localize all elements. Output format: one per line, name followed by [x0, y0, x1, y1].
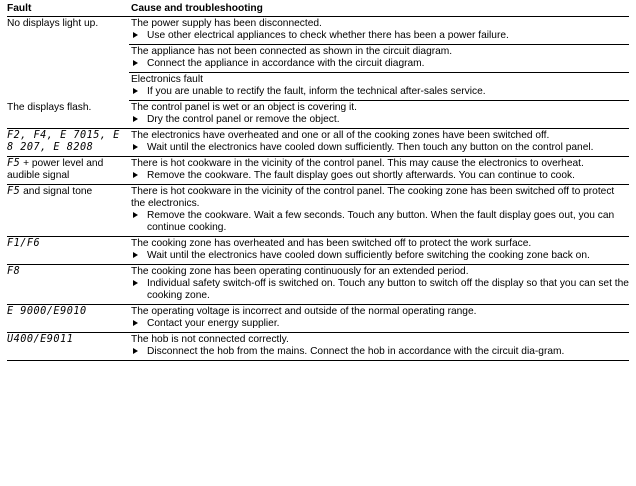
remedy-text: Remove the cookware. Wait a few seconds. Touch any button. When the fault display goes out, you can continue cooking. [147, 210, 615, 233]
cause-cell [129, 333, 629, 361]
remedy-text: If you are unable to rectify the fault, inform the technical after-sales service. [147, 86, 486, 97]
fault-text: The displays flash. [7, 101, 92, 113]
remedy-action [131, 86, 629, 98]
bullet-arrow-icon [133, 252, 138, 258]
table-row [7, 185, 629, 237]
cause-cell [129, 73, 629, 101]
fault-cell [7, 305, 129, 333]
troubleshooting-table [7, 3, 629, 361]
table-row [7, 305, 629, 333]
remedy-text: Wait until the electronics have cooled down sufficiently. Then touch any button on the control panel. [147, 142, 594, 153]
cause-text: There is hot cookware in the vicinity of the control panel. This may cause the electronics to overheat. [131, 158, 584, 169]
table-row [7, 265, 629, 305]
troubleshooting-table-container [7, 3, 629, 361]
remedy-action [131, 318, 629, 330]
remedy-text: Wait until the electronics have cooled down sufficiently before switching the cooking zone back on. [147, 250, 590, 261]
cause-cell [129, 265, 629, 305]
remedy-text: Remove the cookware. The fault display goes out shortly afterwards. You can continue to cook. [147, 170, 575, 181]
remedy-action [131, 142, 629, 154]
remedy-action [131, 30, 629, 42]
cause-cell [129, 101, 629, 129]
fault-code: U400/E9011 [7, 334, 74, 345]
bullet-arrow-icon [133, 280, 138, 286]
remedy-action [131, 58, 629, 70]
table-row [7, 17, 629, 45]
table-header-row [7, 3, 629, 17]
remedy-text: Contact your energy supplier. [147, 318, 280, 329]
table-row [7, 237, 629, 265]
fault-text: + power level and audible signal [7, 158, 104, 181]
cause-cell [129, 237, 629, 265]
remedy-text: Dry the control panel or remove the object. [147, 114, 340, 125]
cause-text: Electronics fault [131, 74, 203, 85]
remedy-action [131, 170, 629, 182]
fault-cell [7, 17, 129, 101]
cause-text: The hob is not connected correctly. [131, 334, 289, 345]
table-row [7, 129, 629, 157]
fault-code: F5 [7, 158, 21, 169]
cause-cell [129, 185, 629, 237]
fault-code: F5 [7, 186, 21, 197]
bullet-arrow-icon [133, 32, 138, 38]
fault-cell [7, 157, 129, 185]
remedy-action [131, 250, 629, 262]
cause-cell [129, 45, 629, 73]
fault-code: F2, F4, E 7015, E 8 207, E 8208 [7, 130, 120, 153]
cause-text: The appliance has not been connected as shown in the circuit diagram. [131, 46, 453, 57]
bullet-arrow-icon [133, 60, 138, 66]
cause-text: The operating voltage is incorrect and outside of the normal operating range. [131, 306, 477, 317]
bullet-arrow-icon [133, 144, 138, 150]
table-body [7, 17, 629, 361]
fault-text: and signal tone [20, 186, 93, 197]
fault-text: No displays light up. [7, 18, 99, 29]
fault-code: F1/F6 [7, 238, 41, 249]
cause-text: The electronics have overheated and one or all of the cooking zones have been switched off. [131, 130, 550, 141]
fault-code: F8 [7, 266, 21, 277]
cause-text: The control panel is wet or an object is covering it. [131, 102, 357, 113]
remedy-text: Individual safety switch-off is switched on. Touch any button to switch off the display so that you can set the cooking zone. [147, 278, 629, 301]
table-row [7, 157, 629, 185]
fault-cell [7, 265, 129, 305]
cause-text: The cooking zone has overheated and has been switched off to protect the work surface. [131, 238, 532, 249]
fault-code: E 9000/E9010 [7, 306, 87, 317]
fault-cell [7, 185, 129, 237]
cause-text: There is hot cookware in the vicinity of the control panel. The cooking zone has been switched off to protect the electronics. [131, 186, 615, 209]
cause-text: The power supply has been disconnected. [131, 18, 322, 29]
bullet-arrow-icon [133, 88, 138, 94]
table-row [7, 101, 629, 129]
remedy-action [131, 346, 629, 358]
bullet-arrow-icon [133, 116, 138, 122]
remedy-text: Disconnect the hob from the mains. Connect the hob in accordance with the circuit dia-gram. [147, 346, 565, 357]
cause-cell [129, 129, 629, 157]
cause-text: The cooking zone has been operating continuously for an extended period. [131, 266, 469, 277]
remedy-action [131, 210, 629, 234]
remedy-action [131, 114, 629, 126]
fault-cell [7, 129, 129, 157]
fault-cell [7, 101, 129, 129]
fault-cell [7, 237, 129, 265]
bullet-arrow-icon [133, 212, 138, 218]
cause-cell [129, 305, 629, 333]
bullet-arrow-icon [133, 172, 138, 178]
cause-cell [129, 157, 629, 185]
header-cause: Cause and troubleshooting [129, 3, 629, 17]
remedy-text: Connect the appliance in accordance with the circuit diagram. [147, 58, 425, 69]
bullet-arrow-icon [133, 320, 138, 326]
fault-cell [7, 333, 129, 361]
header-fault: Fault [7, 3, 129, 17]
cause-cell [129, 17, 629, 45]
table-row [7, 333, 629, 361]
remedy-action [131, 278, 629, 302]
bullet-arrow-icon [133, 348, 138, 354]
remedy-text: Use other electrical appliances to check whether there has been a power failure. [147, 30, 509, 41]
